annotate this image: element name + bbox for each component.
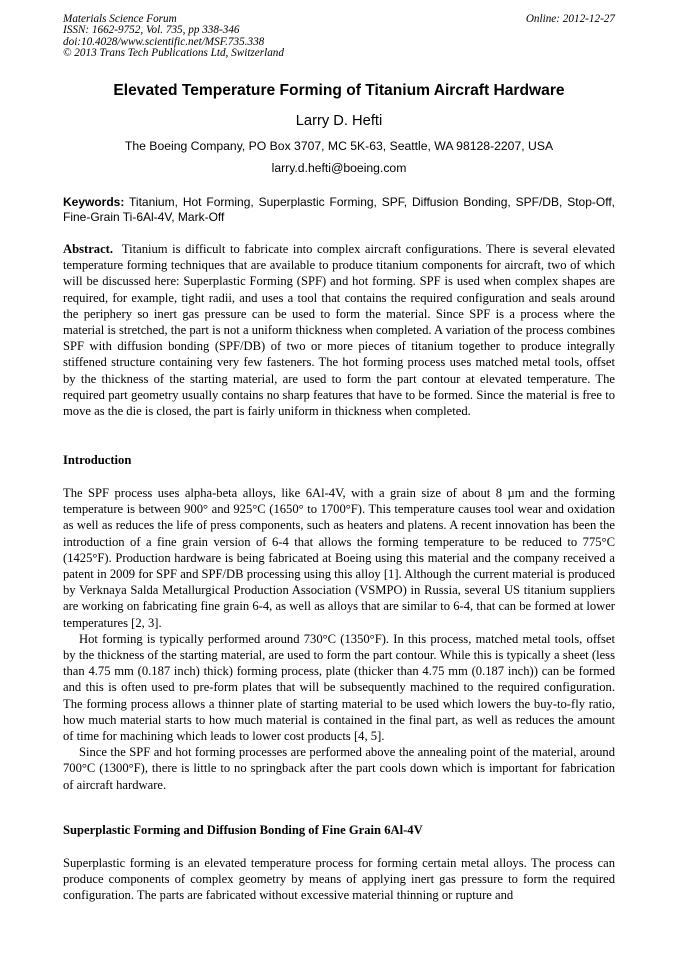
paper-title: Elevated Temperature Forming of Titanium Aircraft Hardware — [113, 82, 565, 99]
introduction-body — [63, 485, 615, 793]
doi-line: doi:10.4028/www.scientific.net/MSF.735.338 — [63, 35, 265, 48]
abstract — [63, 241, 615, 419]
author-name: Larry D. Hefti — [295, 113, 383, 129]
paragraph: Hot forming is typically performed around 730°C (1350°F). In this process, matched metal tools, offset by the thickness of the starting material, are used to form the part contour. While this is typically a sheet (less than 4.75 mm (0.187 inch) thick) forming process, plate (thicker than 4.75 mm (0.187 inch)) can be formed and this is often used to pre-form plates that will be subsequently machined to the required configuration. The forming process allows a thinner plate of starting material to be used which lowers the buy-to-fly ratio, how much material starts to how much material is contained in the final part, as well as reduces the amount of time for machining which leads to lower cost products [4, 5]. — [63, 631, 615, 744]
copyright-line: © 2013 Trans Tech Publications Ltd, Switzerland — [63, 46, 284, 59]
paragraph: Since the SPF and hot forming processes are performed above the annealing point of the material, around 700°C (1300°F), there is little to no springback after the part cools down which is important for fabrication of aircraft hardware. — [63, 745, 615, 792]
keywords-text: Titanium, Hot Forming, Superplastic Forming, SPF, Diffusion Bonding, SPF/DB, Stop-Off, Fine-Grain Ti-6Al-4V, Mark-Off — [63, 195, 615, 224]
paragraph: Superplastic forming is an elevated temperature process for forming certain metal alloys. The process can produce components of complex geometry by means of applying inert gas pressure to form the required configuration. The parts are fabricated without excessive material thinning or rupture and — [63, 856, 615, 903]
keywords-label: Keywords: — [63, 195, 125, 209]
keywords — [63, 195, 615, 224]
section-body — [63, 855, 615, 904]
introduction-heading: Introduction — [63, 453, 132, 467]
journal-name: Materials Science Forum — [63, 13, 177, 25]
abstract-text: Titanium is difficult to fabricate into complex aircraft configurations. There is several elevated temperature forming techniques that are available to produce titanium components for aircraft, two of which will be discussed here: Superplastic Forming (SPF) and hot forming. SPF is used when complex shapes are required, for example, tight radii, and uses a tool that contains the required configuration and seals around the periphery so inert gas pressure can be used to form the material. Since SPF is a process where the material is stretched, the part is not a uniform thickness when completed. A variation of the process combines SPF with diffusion bonding (SPF/DB) of two or more pieces of titanium together to produce integrally stiffened structure containing very few fasteners. The hot forming process uses matched metal tools, offset by the thickness of the starting material, are used to form the part contour at elevated temperature. The required part geometry usually contains no sharp features that have to be formed. Since the material is free to move as the die is closed, the part is fairly uniform in thickness when completed. — [63, 242, 615, 419]
journal-header — [63, 14, 284, 59]
author-email: larry.d.hefti@boeing.com — [271, 161, 407, 175]
paragraph: The SPF process uses alpha-beta alloys, like 6Al-4V, with a grain size of about 8 µm and the forming temperature is between 900° and 925°C (1650° to 1700°F). This temperature causes tool wear and oxidation as well as reduces the life of press components, such as heaters and platens. A recent innovation has been the introduction of a fine grain version of 6-4 that allows the forming temperature to be reduced to 775°C (1425°F). Production hardware is being fabricated at Boeing using this material and the company received a patent in 2009 for SPF and SPF/DB processing using this alloy [1]. Although the current material is produced by Verknaya Salda Metallurgical Production Association (VSMPO) in Russia, several US titanium suppliers are working on fabricating fine grain 6-4, as well as alloys that are similar to 6-4, that can be formed at lower temperatures [2, 3]. — [63, 486, 615, 630]
online-date: Online: 2012-12-27 — [525, 13, 615, 25]
abstract-label: Abstract. — [63, 242, 114, 256]
issn-line: ISSN: 1662-9752, Vol. 735, pp 338-346 — [63, 24, 240, 37]
author-affiliation: The Boeing Company, PO Box 3707, MC 5K-63, Seattle, WA 98128-2207, USA — [124, 139, 554, 153]
section-heading: Superplastic Forming and Diffusion Bonding of Fine Grain 6Al-4V — [63, 823, 423, 837]
